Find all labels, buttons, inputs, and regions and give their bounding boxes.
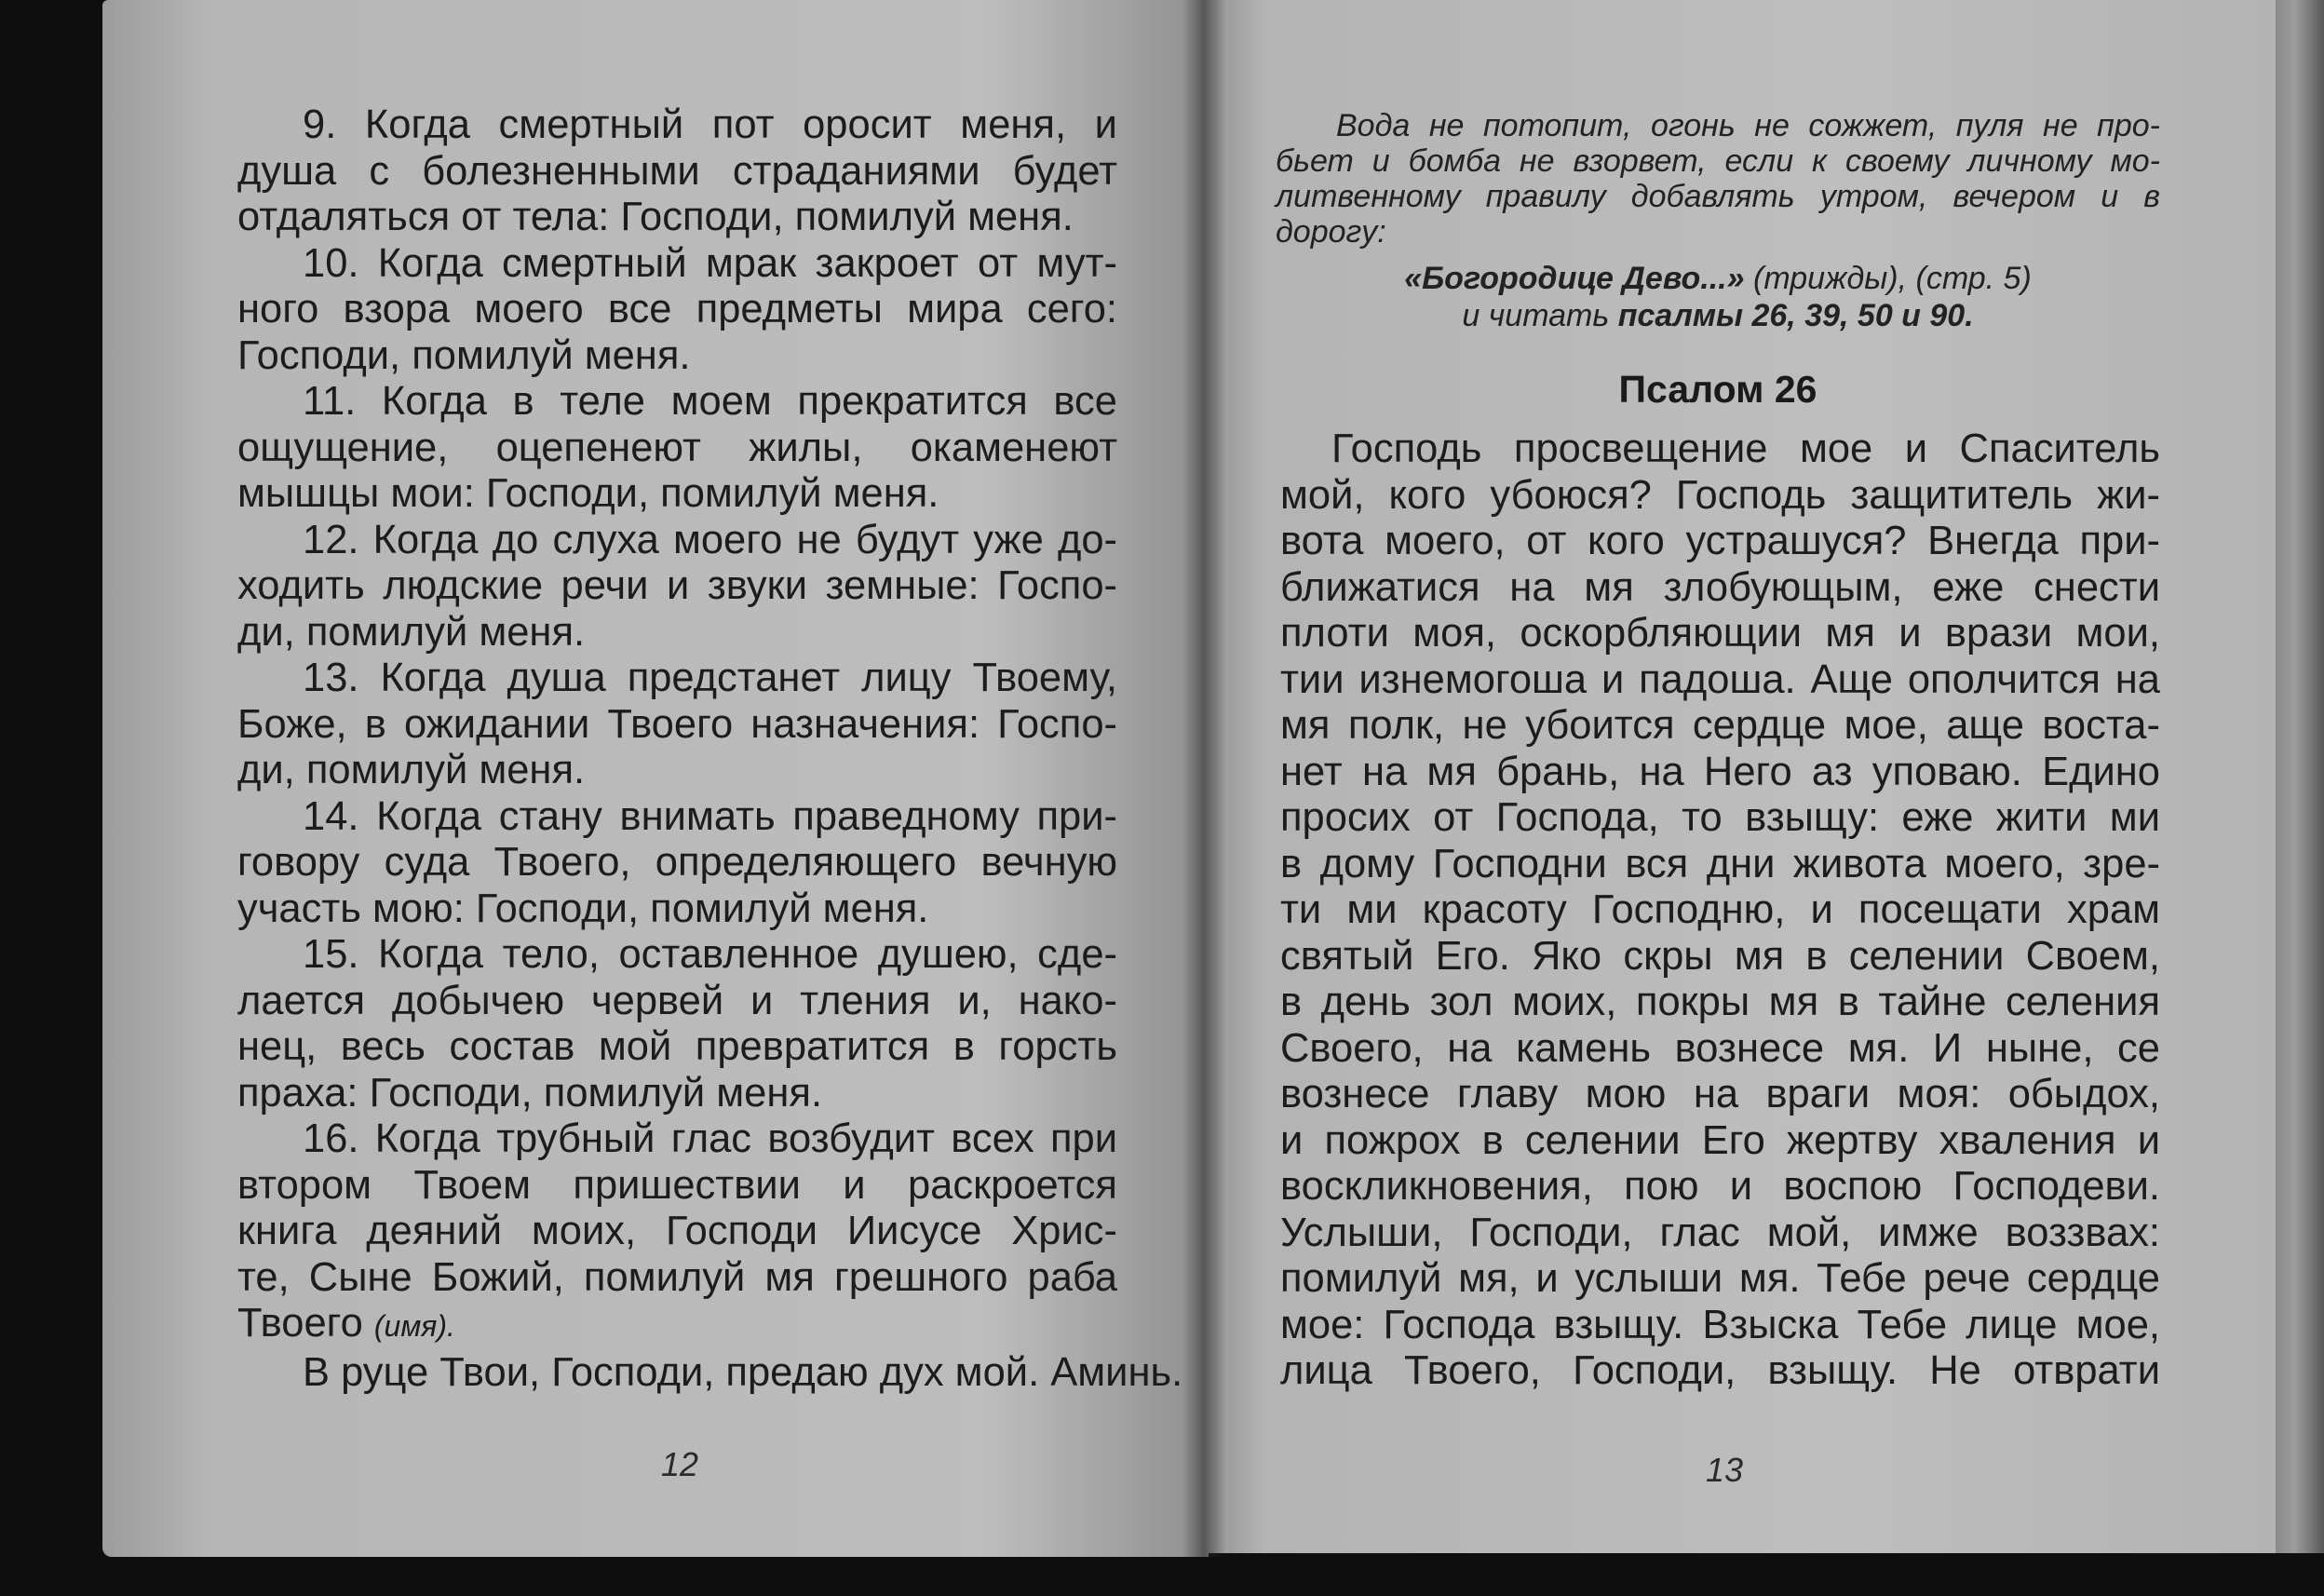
- psalm-line: воскликновения, пою и воспою Господеви.: [1280, 1164, 2160, 1209]
- prayer-note: (трижды), (стр. 5): [1744, 261, 2032, 296]
- psalm-line: и пожрох в селении Его жертву хваления и: [1280, 1117, 2160, 1163]
- numbered-item: [237, 932, 1117, 1116]
- item-line: Боже, в ожидании Твоего назначения: Госпо-: [237, 701, 1117, 747]
- closing-line: В руце Твои, Господи, предаю дух мой. Аминь.: [303, 1349, 1183, 1395]
- numbered-item: [237, 379, 1117, 518]
- psalm-line: нет на мя брань, на Него аз уповаю. Едино: [1280, 749, 2160, 794]
- psalm-line: лица Твоего, Господи, взыщу. Не отврати: [1280, 1348, 2160, 1393]
- psalm-line: Своего, на камень вознесе мя. И ныне, се: [1280, 1025, 2160, 1071]
- item-line: 11. Когда в теле моем прекратится все: [303, 379, 1117, 424]
- item-line: 16. Когда трубный глас возбудит всех при: [303, 1116, 1117, 1161]
- item-line: 10. Когда смертный мрак закроет от мут-: [303, 240, 1117, 286]
- item-line: те, Сыне Божий, помилуй мя грешного раба: [237, 1254, 1117, 1300]
- item-line: ощущение, оцепенеют жилы, окаменеют: [237, 425, 1117, 470]
- numbered-item: [237, 656, 1117, 794]
- psalm-line: мое: Господа взыщу. Взыска Тебе лице мое,: [1280, 1302, 2160, 1347]
- psalm-line: помилуй мя, и услыши мя. Тебе рече сердце: [1280, 1256, 2160, 1301]
- item-line: ди, помилуй меня.: [237, 609, 586, 655]
- intro-paragraph: [1276, 108, 2160, 250]
- psalms-list: псалмы 26, 39, 50 и 90.: [1617, 298, 1974, 333]
- intro-line: дорогу:: [1276, 214, 1386, 250]
- numbered-item: [237, 241, 1117, 380]
- psalm-line: тии изнемогоша и падоша. Аще ополчится на: [1280, 656, 2160, 702]
- item-line: Господи, помилуй меня.: [237, 332, 691, 378]
- item-line: 12. Когда до слуха моего не будут уже до-: [303, 517, 1117, 562]
- psalm-heading: Псалом 26: [1618, 368, 1817, 411]
- item-line: ного взора моего все предметы мира сего:: [237, 287, 1117, 331]
- book-gutter: [1182, 0, 1225, 1557]
- numbered-item: [237, 102, 1117, 241]
- instruction-text: и читать: [1462, 298, 1618, 333]
- numbered-item: [237, 1116, 1117, 1301]
- psalm-line: мой, кого убоюся? Господь защититель жи-: [1280, 472, 2160, 518]
- psalm-line: в дому Господни вся дни живота моего, зре-: [1280, 841, 2160, 886]
- psalm-line: Услыши, Господи, глас мой, имже воззвах:: [1280, 1210, 2160, 1255]
- item-line: 13. Когда душа предстанет лицу Твоему,: [303, 656, 1117, 700]
- item-line: 9. Когда смертный пот оросит меня, и: [303, 102, 1117, 147]
- instruction-line-1: [1276, 261, 2160, 296]
- page-number-left: 12: [661, 1445, 699, 1483]
- psalm-line: вота моего, от кого устрашуся? Внегда при-: [1280, 519, 2160, 563]
- item-line: душа с болезненными страданиями будет: [237, 148, 1117, 194]
- numbered-item: [237, 518, 1117, 656]
- item-line: мышцы мои: Господи, помилуй меня.: [237, 471, 939, 516]
- item-line: 15. Когда тело, оставленное душею, сде-: [303, 932, 1117, 977]
- prayer-title: «Богородице Дево...»: [1404, 261, 1745, 296]
- name-placeholder-note: (имя).: [373, 1309, 455, 1343]
- intro-line: литвенному правилу добавлять утром, вечером и в: [1276, 179, 2160, 214]
- item-line: говору суда Твоего, определяющего вечную: [237, 840, 1117, 885]
- psalm-text: [1280, 426, 2160, 1395]
- intro-line: Вода не потопит, огонь не сожжет, пуля не про-: [1336, 108, 2160, 143]
- psalm-line: святый Его. Яко скры мя в селении Своем,: [1280, 933, 2160, 979]
- item-line: ди, помилуй меня.: [237, 748, 586, 792]
- psalm-line: просих от Господа, то взыщу: еже жити ми: [1280, 795, 2160, 840]
- psalm-line: ближатися на мя злобующым, еже снести: [1280, 564, 2160, 610]
- left-page-text: [237, 102, 1183, 1396]
- item-line: 14. Когда стану внимать праведному при-: [303, 793, 1117, 839]
- item-line: участь мою: Господи, помилуй меня.: [237, 886, 929, 931]
- psalm-line: мя полк, не убоится сердце мое, аще воста-: [1280, 703, 2160, 748]
- item-line: отдаляться от тела: Господи, помилуй меня.: [237, 195, 1074, 239]
- psalm-line: ти ми красоту Господню, и посещати храм: [1280, 887, 2160, 932]
- item-line: втором Твоем пришествии и раскроется: [237, 1162, 1117, 1208]
- page-edge: [2276, 0, 2324, 1553]
- psalm-line: Господь просвещение мое и Спаситель: [1331, 426, 2160, 471]
- psalm-line: в день зол моих, покры мя в тайне селения: [1280, 980, 2160, 1024]
- item-line: нец, весь состав мой превратится в горсть: [237, 1024, 1117, 1069]
- item-line: праха: Господи, помилуй меня.: [237, 1070, 823, 1116]
- item-text: Твоего: [237, 1301, 374, 1346]
- item-line: лается добычею червей и тления и, нако-: [237, 978, 1117, 1023]
- numbered-item: [237, 794, 1117, 933]
- item-line: книга деяний моих, Господи Иисусе Хрис-: [237, 1209, 1117, 1253]
- instruction-line-2: [1276, 298, 2160, 333]
- psalm-line: вознесе главу мою на враги моя: обыдох,: [1280, 1072, 2160, 1116]
- page-number-right: 13: [1706, 1451, 1744, 1489]
- intro-line: бьет и бомба не взорвет, если к своему личному мо-: [1276, 143, 2160, 179]
- psalm-line: плоти моя, оскорбляющии мя и врази мои,: [1280, 611, 2160, 656]
- item-line: [237, 1301, 1117, 1350]
- item-line: ходить людские речи и звуки земные: Госпо-: [237, 563, 1117, 608]
